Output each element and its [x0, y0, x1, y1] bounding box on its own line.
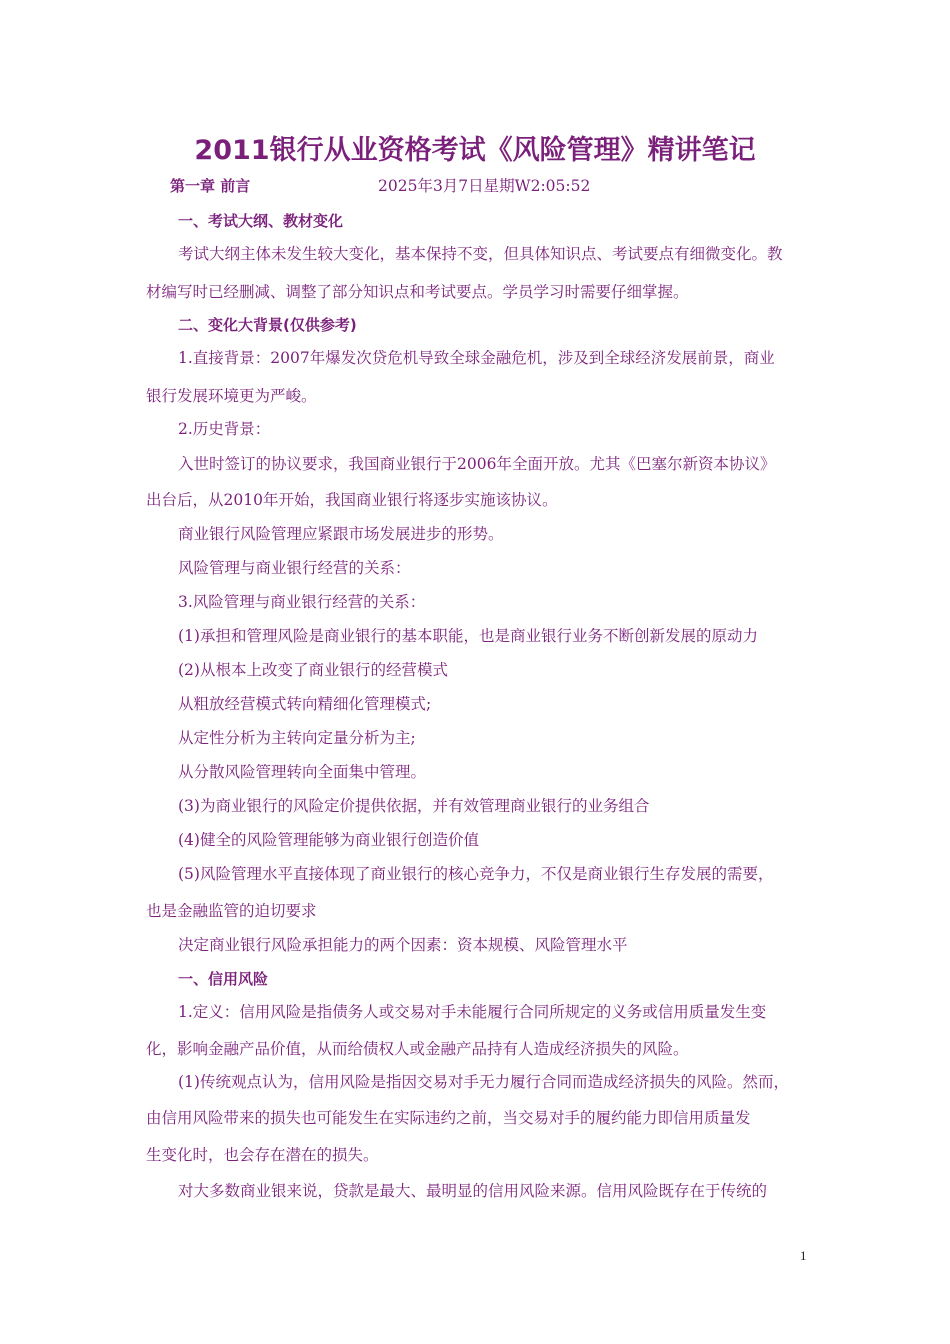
paragraph-line: 由信用风险带来的损失也可能发生在实际违约之前，当交易对手的履约能力即信用质量发 [146, 1109, 751, 1127]
date-stamp: 2025年3月7日星期W2:05:52 [378, 177, 591, 195]
paragraph-line: 1.直接背景：2007年爆发次贷危机导致全球金融危机，涉及到全球经济发展前景，商业 [178, 349, 775, 367]
paragraph-line: (1)传统观点认为，信用风险是指因交易对手无力履行合同而造成经济损失的风险。然而， [178, 1073, 789, 1091]
paragraph-line: 1.定义：信用风险是指债务人或交易对手未能履行合同所规定的义务或信用质量发生变 [178, 1003, 767, 1021]
paragraph-line: 材编写时已经删减、调整了部分知识点和考试要点。学员学习时需要仔细掌握。 [146, 283, 689, 301]
page-number: 1 [800, 1248, 807, 1263]
document-title: 2011银行从业资格考试《风险管理》精讲笔记 [194, 135, 756, 166]
paragraph-line: 入世时签订的协议要求，我国商业银行于2006年全面开放。尤其《巴塞尔新资本协议》 [178, 455, 776, 473]
paragraph-line: (1)承担和管理风险是商业银行的基本职能，也是商业银行业务不断创新发展的原动力 [178, 627, 758, 645]
paragraph-line: 2.历史背景： [178, 420, 271, 438]
paragraph-line: (4)健全的风险管理能够为商业银行创造价值 [178, 831, 479, 849]
chapter-heading: 第一章 前言 [170, 177, 251, 195]
paragraph-line: 化，影响金融产品价值，从而给债权人或金融产品持有人造成经济损失的风险。 [146, 1040, 689, 1058]
paragraph-line: 决定商业银行风险承担能力的两个因素：资本规模、风险管理水平 [178, 936, 628, 954]
paragraph-line: 从粗放经营模式转向精细化管理模式; [178, 695, 432, 713]
paragraph-line: 风险管理与商业银行经营的关系： [178, 559, 411, 577]
paragraph-line: 3.风险管理与商业银行经营的关系： [178, 593, 426, 611]
paragraph-line: (5)风险管理水平直接体现了商业银行的核心竞争力，不仅是商业银行生存发展的需要， [178, 865, 774, 883]
section-heading: 一、信用风险 [178, 970, 269, 988]
paragraph-line: 考试大纲主体未发生较大变化，基本保持不变，但具体知识点、考试要点有细微变化。教 [178, 245, 783, 263]
paragraph-line: 商业银行风险管理应紧跟市场发展进步的形势。 [178, 525, 504, 543]
paragraph-line: 银行发展环境更为严峻。 [146, 387, 317, 405]
paragraph-line: (2)从根本上改变了商业银行的经营模式 [178, 661, 448, 679]
paragraph-line: 出台后，从2010年开始，我国商业银行将逐步实施该协议。 [146, 491, 558, 509]
paragraph-line: 对大多数商业银来说，贷款是最大、最明显的信用风险来源。信用风险既存在于传统的 [178, 1182, 768, 1200]
paragraph-line: 也是金融监管的迫切要求 [146, 902, 317, 920]
section-heading: 二、变化大背景(仅供参考) [178, 316, 357, 334]
paragraph-line: 从分散风险管理转向全面集中管理。 [178, 763, 427, 781]
paragraph-line: 从定性分析为主转向定量分析为主; [178, 729, 416, 747]
section-heading: 一、考试大纲、教材变化 [178, 212, 344, 230]
paragraph-line: 生变化时，也会存在潜在的损失。 [146, 1146, 379, 1164]
paragraph-line: (3)为商业银行的风险定价提供依据，并有效管理商业银行的业务组合 [178, 797, 650, 815]
